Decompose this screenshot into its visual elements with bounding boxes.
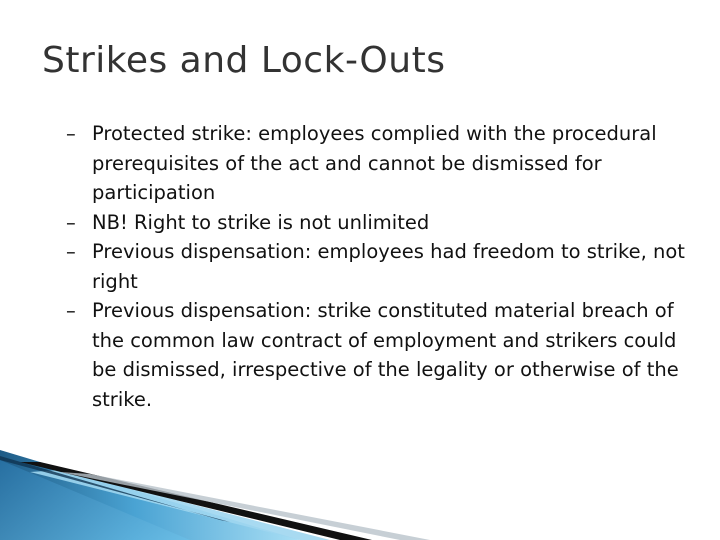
bullet-dash: – [66, 299, 76, 322]
bullet-text: Protected strike: employees complied with the procedural prerequisites of the act and cannot be dismissed for participation [92, 122, 657, 204]
bullet-text: NB! Right to strike is not unlimited [92, 210, 430, 234]
bullet-text: Previous dispensation: employees had freedom to strike, not right [92, 240, 685, 293]
bullet-item [66, 208, 686, 238]
bullet-dash: – [66, 210, 76, 234]
slide-title: Strikes and Lock-Outs [42, 40, 446, 81]
bullet-list [66, 119, 686, 414]
bullet-dash: – [66, 122, 76, 145]
bullet-item [66, 237, 686, 296]
bullet-item [66, 119, 686, 208]
bullet-text: Previous dispensation: strike constituted material breach of the common law contract of employment and strikers could be dismissed, irrespective of the legality or otherwise of the strike. [92, 299, 679, 411]
bullet-dash: – [66, 240, 76, 263]
corner-decoration [0, 450, 720, 540]
bullet-item [66, 296, 686, 414]
